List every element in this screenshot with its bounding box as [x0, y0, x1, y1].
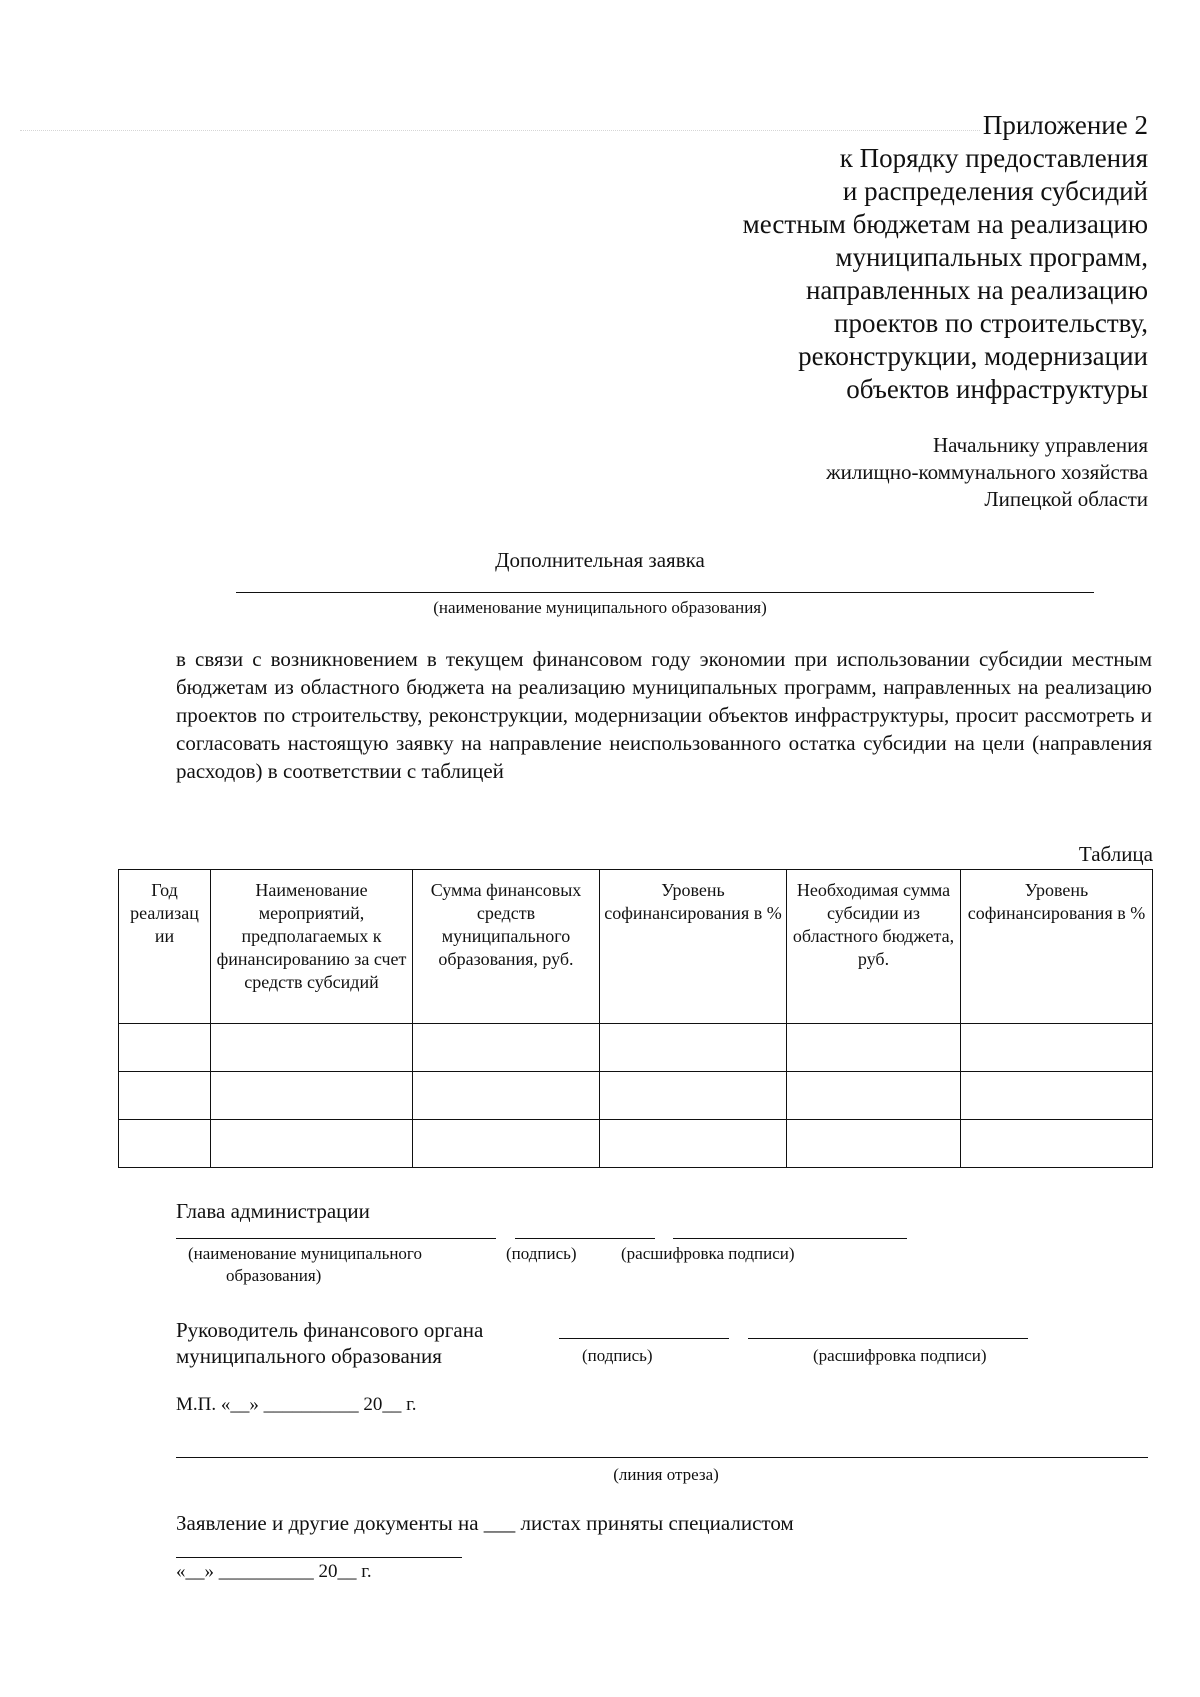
- table-cell[interactable]: [787, 1024, 961, 1072]
- table-cell[interactable]: [600, 1120, 787, 1168]
- table-cell[interactable]: [211, 1120, 413, 1168]
- head-signature-field[interactable]: [515, 1238, 655, 1239]
- table-row: [119, 1024, 1153, 1072]
- appendix-line: Приложение 2: [982, 110, 1148, 140]
- finance-decoding-caption: (расшифровка подписи): [813, 1346, 987, 1365]
- table-cell[interactable]: [961, 1024, 1153, 1072]
- appendix-line: объектов инфраструктуры: [846, 374, 1148, 404]
- finance-signature-caption: (подпись): [582, 1346, 653, 1365]
- received-statement: Заявление и другие документы на ___ листах приняты специалистом: [176, 1511, 794, 1535]
- appendix-line: местным бюджетам на реализацию: [742, 209, 1148, 239]
- appendix-line: направленных на реализацию: [805, 275, 1148, 305]
- column-header-activities: Наименование мероприятий, предполагаемых к финансированию за счет средств субсидий: [211, 870, 413, 1024]
- request-body-text: в связи с возникновением в текущем финансовом году экономии при использовании субсидии местным бюджетам из областного бюджета на реализацию муниципальных программ, направленных на реализацию проектов по строительству, реконструкции, модернизации объектов инфраструктуры, просит рассмотреть и согласовать настоящую заявку на направление неиспользованного остатка субсидии на цели (направления расходов) в соответствии с таблицей: [176, 647, 1152, 783]
- table-cell[interactable]: [413, 1024, 600, 1072]
- table-cell[interactable]: [961, 1120, 1153, 1168]
- stamp-and-date: М.П. «__» __________ 20__ г.: [176, 1394, 417, 1415]
- cut-line: [176, 1457, 1148, 1458]
- column-header-cofinancing-level-2: Уровень софинансирования в %: [961, 870, 1153, 1024]
- addressee-block: [548, 432, 1148, 513]
- head-municipality-caption-2: образования): [226, 1266, 322, 1285]
- head-decoding-caption: (расшифровка подписи): [621, 1244, 795, 1263]
- table-cell[interactable]: [211, 1024, 413, 1072]
- appendix-line: муниципальных программ,: [835, 242, 1148, 272]
- specialist-name-field[interactable]: [176, 1557, 462, 1558]
- appendix-line: и распределения субсидий: [842, 176, 1148, 206]
- column-header-cofinancing-level: Уровень софинансирования в %: [600, 870, 787, 1024]
- municipality-name-field[interactable]: [236, 592, 1094, 593]
- request-table: [118, 869, 1153, 1168]
- table-cell[interactable]: [961, 1072, 1153, 1120]
- table-row: [119, 1120, 1153, 1168]
- finance-signature-field[interactable]: [559, 1338, 729, 1339]
- head-municipality-caption: (наименование муниципального: [188, 1244, 422, 1263]
- table-cell[interactable]: [787, 1072, 961, 1120]
- addressee-line: жилищно-коммунального хозяйства: [826, 460, 1148, 484]
- table-header-row: [119, 870, 1153, 1024]
- table-cell[interactable]: [413, 1120, 600, 1168]
- appendix-line: к Порядку предоставления: [839, 143, 1148, 173]
- appendix-line: проектов по строительству,: [834, 308, 1148, 338]
- table-cell[interactable]: [413, 1072, 600, 1120]
- appendix-line: реконструкции, модернизации: [798, 341, 1148, 371]
- addressee-line: Липецкой области: [984, 487, 1148, 511]
- table-cell[interactable]: [119, 1072, 211, 1120]
- document-title: Дополнительная заявка: [495, 548, 705, 572]
- finance-head-title-line2: муниципального образования: [176, 1344, 442, 1368]
- appendix-header: [548, 109, 1148, 406]
- head-signature-caption: (подпись): [506, 1244, 577, 1263]
- finance-decoding-field[interactable]: [748, 1338, 1028, 1339]
- table-row: [119, 1072, 1153, 1120]
- head-municipality-field[interactable]: [176, 1238, 496, 1239]
- table-cell[interactable]: [600, 1024, 787, 1072]
- table-cell[interactable]: [600, 1072, 787, 1120]
- head-of-administration-title: Глава администрации: [176, 1199, 370, 1223]
- table-cell[interactable]: [787, 1120, 961, 1168]
- received-date: «__» __________ 20__ г.: [176, 1561, 372, 1582]
- table-cell[interactable]: [119, 1024, 211, 1072]
- column-header-year: Год реализац ии: [119, 870, 211, 1024]
- table-label: Таблица: [1078, 842, 1153, 866]
- table-cell[interactable]: [119, 1120, 211, 1168]
- cut-line-caption: (линия отреза): [613, 1465, 719, 1484]
- column-header-municipal-funds: Сумма финансовых средств муниципального образования, руб.: [413, 870, 600, 1024]
- head-decoding-field[interactable]: [673, 1238, 907, 1239]
- finance-head-title-line1: Руководитель финансового органа: [176, 1318, 484, 1342]
- table-cell[interactable]: [211, 1072, 413, 1120]
- municipality-caption: (наименование муниципального образования): [433, 598, 767, 617]
- addressee-line: Начальнику управления: [932, 433, 1148, 457]
- column-header-required-subsidy: Необходимая сумма субсидии из областного бюджета, руб.: [787, 870, 961, 1024]
